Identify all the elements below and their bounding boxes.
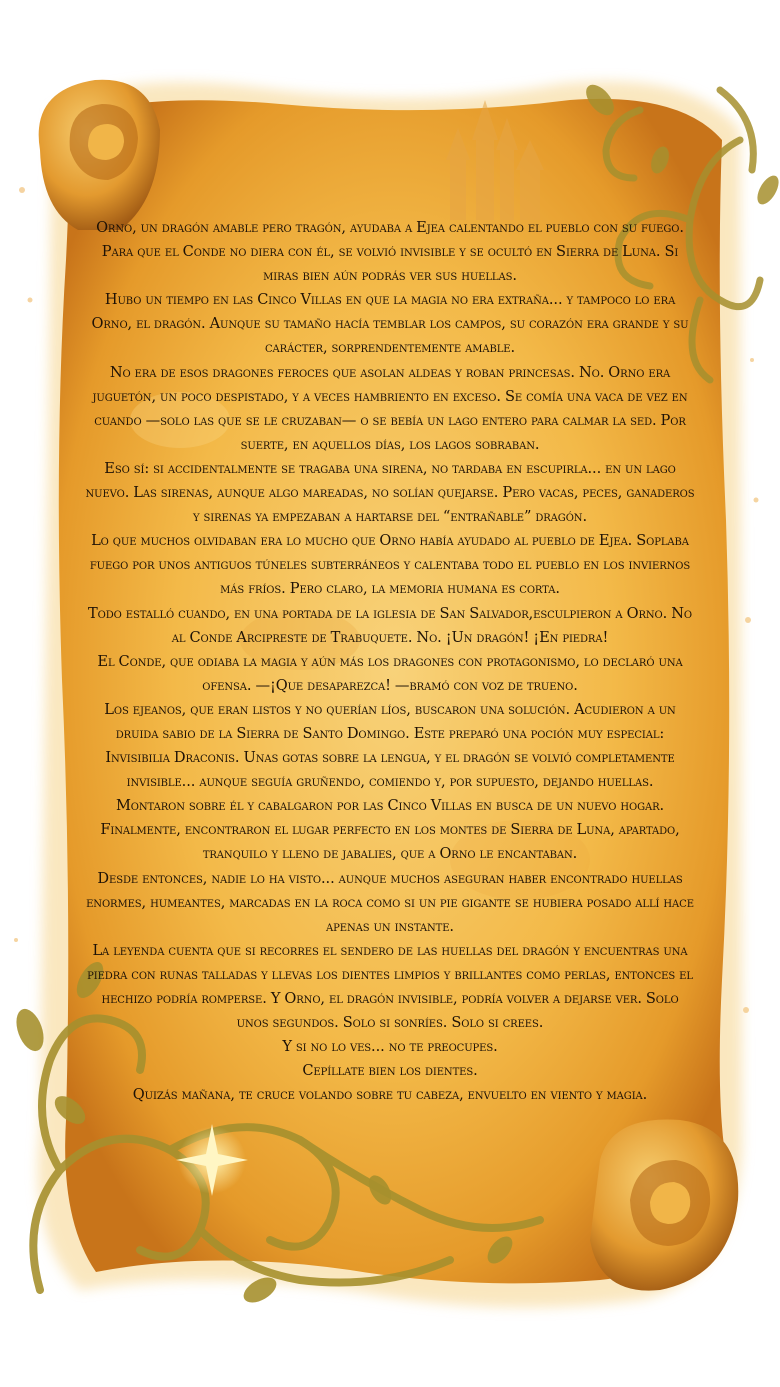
story-paragraph: No era de esos dragones feroces que asolan aldeas y roban princesas. No. Orno era juguetón, un poco despistado, y a veces hambriento en exceso. Se comía una vaca de vez en cuando —solo las que se le cruzaban— o se bebía un lago entero para calmar la sed. Por suerte, en aquellos días, los lagos sobraban. (92, 363, 688, 453)
story-paragraph: Quizás mañana, te cruce volando sobre tu cabeza, envuelto en viento y magia. (132, 1086, 648, 1104)
story-paragraph: Orno, un dragón amable pero tragón, ayudaba a Ejea calentando el pueblo con su fuego. Para que el Conde no diera con él, se volvió invisible y se ocultó en Sierra de Luna. Si miras bien aún podrás ver sus huellas. (96, 219, 684, 285)
story-paragraph: Y si no lo ves... no te preocupes. (282, 1038, 498, 1056)
story-paragraph: Montaron sobre él y cabalgaron por las Cinco Villas en busca de un nuevo hogar. Finalmente, encontraron el lugar perfecto en los montes de Sierra de Luna, apartado, tranquilo y lleno de jabalies, que a Orno le encantaban. (100, 797, 680, 863)
story-paragraph: Hubo un tiempo en las Cinco Villas en que la magia no era extraña... y tampoco lo era Orno, el dragón. Aunque su tamaño hacía temblar los campos, su corazón era grande y su carácter, sorprendentemente amable. (91, 291, 689, 357)
story-paragraph: Desde entonces, nadie lo ha visto... aunque muchos aseguran haber encontrado huellas enormes, humeantes, marcadas en la roca como si un pie gigante se hubiera posado allí hace apenas un instante. (86, 869, 694, 935)
story-paragraph: Invisibilia Draconis. Unas gotas sobre la lengua, y el dragón se volvió completamente invisible... aunque seguía gruñendo, comiendo y, por supuesto, dejando huellas. (105, 749, 675, 791)
story-paragraph: Cepíllate bien los dientes. (302, 1062, 478, 1080)
story-paragraph: Todo estalló cuando, en una portada de la iglesia de San Salvador,esculpieron a Orno. No al Conde Arcipreste de Trabuquete. No. ¡Un dragón! ¡En piedra! (88, 604, 692, 646)
story-paragraph: El Conde, que odiaba la magia y aún más los dragones con protagonismo, lo declaró una ofensa. —¡Que desaparezca! —bramó con voz de trueno. (97, 652, 683, 694)
story-paragraph: La leyenda cuenta que si recorres el sendero de las huellas del dragón y encuentras una piedra con runas talladas y llevas los dientes limpios y brillantes como perlas, entonces el hechizo podría romperse. Y Orno, el dragón invisible, podría volver a dejarse ver. Solo unos segundos. Solo si sonríes. Solo si crees. (87, 941, 693, 1032)
story-text (84, 216, 696, 1107)
rolled-scroll-icon (590, 1120, 738, 1291)
story-paragraph: Lo que muchos olvidaban era lo mucho que Orno había ayudado al pueblo de Ejea. Soplaba fuego por unos antiguos túneles subterráneos y calentaba todo el pueblo en los inviernos más fríos. Pero claro, la memoria humana es corta. (89, 532, 691, 598)
story-paragraph: Los ejeanos, que eran listos y no querían líos, buscaron una solución. Acudieron a un druida sabio de la Sierra de Santo Domingo. Este preparó una poción muy especial: (104, 700, 676, 742)
story-paragraph: Eso sí: si accidentalmente se tragaba una sirena, no tardaba en escupirla... en un lago nuevo. Las sirenas, aunque algo mareadas, no solían quejarse. Pero vacas, peces, ganaderos y sirenas ya empezaban a hartarse del “entrañable” dragón. (85, 459, 695, 526)
